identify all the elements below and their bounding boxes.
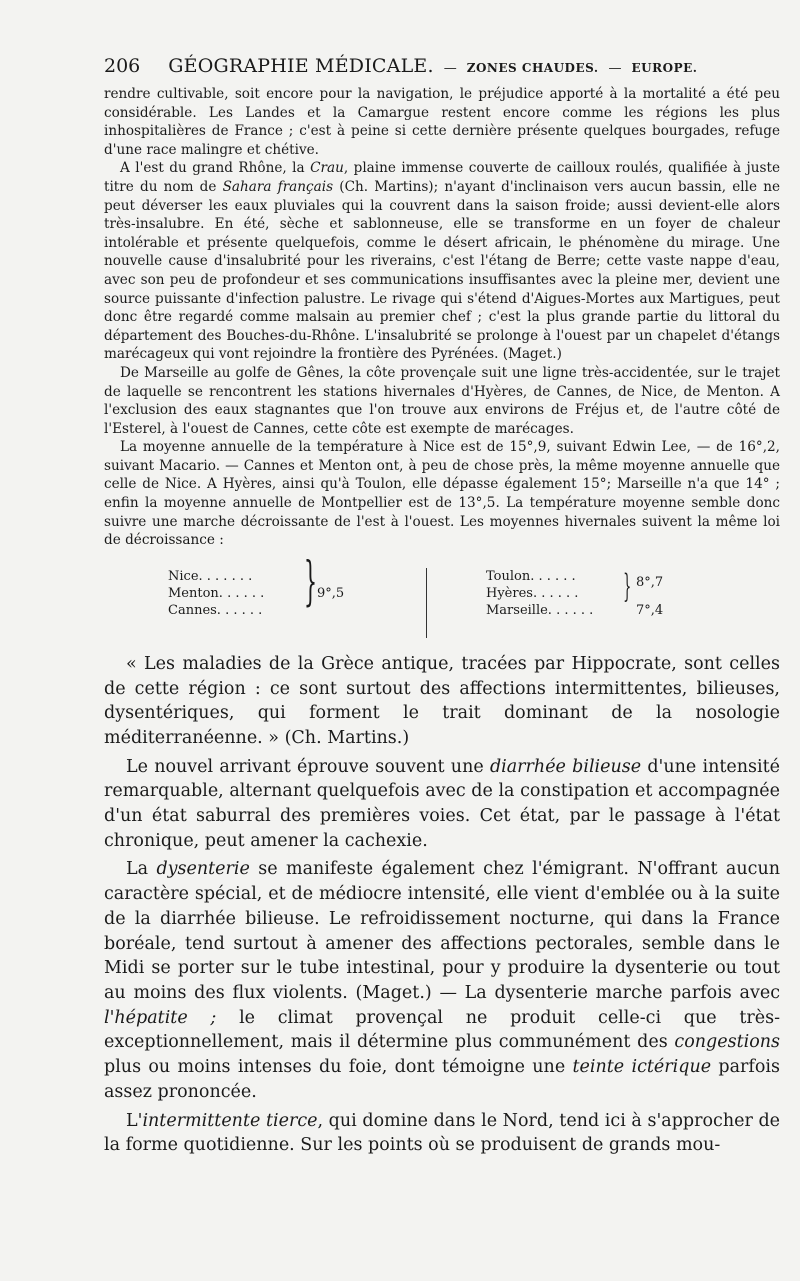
italic-term: teinte ictérique: [572, 1057, 712, 1078]
brace-icon: }: [303, 551, 318, 612]
book-title: GÉOGRAPHIE MÉDICALE.: [168, 55, 434, 77]
paragraph: [104, 159, 780, 364]
text-run: parfois assez prononcée.: [104, 1057, 780, 1102]
italic-term: congestions: [674, 1032, 780, 1053]
paragraph: [104, 755, 780, 854]
table-divider: [426, 568, 427, 638]
header-dash: —: [443, 61, 457, 76]
paragraph: [104, 1109, 780, 1158]
brace-icon: }: [623, 566, 632, 605]
table-cell: Hyères. . . . . .: [486, 585, 579, 601]
paragraph: La moyenne annuelle de la température à Nice est de 15°,9, suivant Edwin Lee, — de 16°,2, suivant Macario. — Cannes et Menton ont, à peu de chose près, la même moyenne annuelle que celle de Nice. A Hyères, ainsi qu'à Toulon, elle dépasse également 15°; Marseille n'a que 14° ; enfin la moyenne annuelle de Montpellier est de 13°,5. La température moyenne semble donc suivre une marche décroissante de l'est à l'ouest. Les moyennes hivernales suivent la même loi de décroissance :: [104, 439, 780, 549]
italic-term: dysenterie: [156, 859, 250, 880]
running-header: [104, 55, 780, 85]
table-right-value-group: 8°,7: [636, 574, 664, 590]
italic-term: Crau: [310, 160, 344, 177]
text-run: (Ch. Martins); n'ayant d'inclinaison vers aucun bassin, elle ne peut déverser les eaux pluviales qui la couvrent dans la saison froide; aussi devient-elle alors très-insalubre. En été, sèche et sablonneuse, elle se transforme en un foyer de chaleur intolérable et présente quelquefois, comme le désert africain, le phénomène du mirage. Une nouvelle cause d'insalubrité pour les riverains, c'est l'étang de Berre; cette vaste nappe d'eau, avec son peu de profondeur et ses communications insuffisantes avec la pleine mer, devient une source puissante d'infection palustre. Le rivage qui s'étend d'Aigues-Mortes aux Martigues, peut donc être regardé comme malsain au premier chef ; c'est la plus grande partie du littoral du département des Bouches-du-Rhône. L'insalubrité se prolonge à l'ouest par un chapelet d'étangs marécageux qui vont rejoindre la frontière des Pyrénées. (Maget.): [104, 178, 780, 363]
page: [104, 55, 780, 1162]
small-text-block: [104, 85, 780, 550]
paragraph: De Marseille au golfe de Gênes, la côte provençale suit une ligne très-accidentée, sur le trajet de laquelle se rencontrent les stations hivernales d'Hyères, de Cannes, de Nice, de Menton. A l'exclusion des eaux stagnantes que l'on trouve aux environs de Fréjus et, de l'autre côté de l'Esterel, à l'ouest de Cannes, cette côte est exempte de marécages.: [104, 364, 780, 437]
text-run: se manifeste également chez l'émigrant. N'offrant aucun caractère spécial, et de médiocre intensité, elle vient d'emblée ou à la suite de la diarrhée bilieuse. Le refroidissement nocturne, qui dans la France boréale, tend surtout à amener des affections pectorales, semble dans le Midi se porter sur le tube intestinal, pour y produire la dysenterie ou tout au moins des flux violents. (Maget.) — La dysenterie marche parfois avec: [104, 859, 780, 1003]
table-cell: Menton. . . . . .: [168, 585, 265, 601]
header-dash: —: [608, 61, 622, 76]
temperature-table: [104, 551, 780, 638]
italic-term: diarrhée bilieuse: [489, 756, 642, 777]
text-run: le climat provençal ne produit celle-ci que très-exceptionnellement, mais il détermine plus communément des: [104, 1007, 780, 1053]
table-cell: Nice. . . . . . .: [168, 568, 253, 584]
italic-term: intermittente tierce: [142, 1110, 318, 1131]
text-run: plus ou moins intenses du foie, dont témoigne une: [104, 1057, 573, 1078]
table-cell: Marseille. . . . . .: [486, 602, 594, 618]
table-right-names: [486, 568, 593, 619]
text-run: A l'est du grand Rhône, la: [120, 160, 311, 177]
table-cell: Cannes. . . . . .: [168, 602, 263, 618]
table-cell: Toulon. . . . . .: [486, 568, 576, 584]
text-run: L': [126, 1110, 143, 1131]
table-left-value: 9°,5: [317, 585, 345, 601]
table-left-names: [168, 568, 264, 619]
text-run: La: [126, 859, 157, 880]
italic-term: Sahara français: [222, 178, 334, 195]
page-number: 206: [104, 55, 141, 77]
text-run: , qui domine dans le Nord, tend ici à s'approcher de la forme quotidienne. Sur les points où se produisent de grands mou-: [104, 1110, 781, 1156]
paragraph: [104, 857, 780, 1104]
header-region: EUROPE.: [631, 61, 698, 75]
text-run: d'une intensité remarquable, alternant quelquefois avec de la constipation et accompagnée d'un état saburral des premières voies. Cet état, par le passage à l'état chronique, peut amener la cachexie.: [104, 756, 781, 851]
paragraph: « Les maladies de la Grèce antique, tracées par Hippocrate, sont celles de cette région : ce sont surtout des affections intermittentes, bilieuses, dysentériques, qui forment le trait dominant de la nosologie méditerranéenne. » (Ch. Martins.): [104, 653, 780, 748]
text-run: Le nouvel arrivant éprouve souvent une: [126, 756, 490, 777]
header-zone: ZONES CHAUDES.: [466, 61, 599, 75]
large-text-block: [104, 652, 780, 1158]
italic-term: l'hépatite ;: [104, 1007, 217, 1028]
paragraph: rendre cultivable, soit encore pour la navigation, le préjudice apporté à la mortalité a été peu considérable. Les Landes et la Camargue restent encore comme les régions les plus inhospitalières de France ; c'est à peine si cette dernière présente quelques bourgades, refuge d'une race malingre et chétive.: [104, 86, 780, 158]
text-run: , plaine immense couverte de cailloux roulés, qualifiée à juste titre du nom de: [104, 160, 780, 195]
table-right-value-single: 7°,4: [636, 602, 664, 618]
